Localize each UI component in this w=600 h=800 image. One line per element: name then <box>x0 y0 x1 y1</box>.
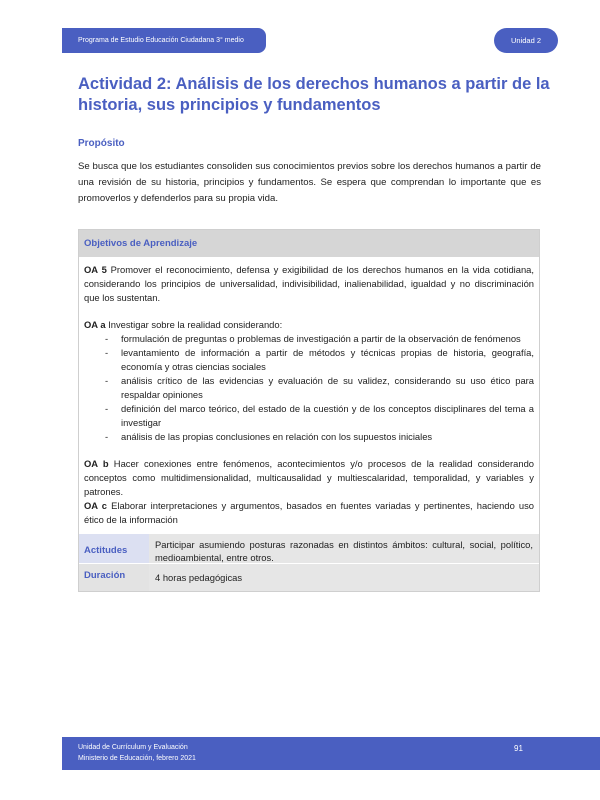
oa5-code: OA 5 <box>84 264 107 275</box>
unit-badge <box>494 28 558 53</box>
objectives-body <box>79 257 539 533</box>
oac-code: OA c <box>84 500 108 511</box>
list-item-text: análisis crítico de las evidencias y evaluación de su validez, considerando su uso ético para respaldar opiniones <box>121 375 534 400</box>
oac-text: Elaborar interpretaciones y argumentos, basados en fuentes variadas y pertinentes, haciendo uso ético de la información <box>84 500 534 525</box>
oaa-paragraph <box>84 318 534 332</box>
attitudes-row <box>79 533 539 563</box>
unit-label: Unidad 2 <box>510 36 542 45</box>
attitudes-text: Participar asumiendo posturas razonadas en distintos ámbitos: cultural, social, político, medioambiental, entre otros. <box>149 534 539 563</box>
oac-paragraph <box>84 499 534 527</box>
page-number: 91 <box>514 744 523 753</box>
list-item-text: formulación de preguntas o problemas de investigación a partir de la observación de fenómenos <box>121 333 521 344</box>
program-title: Programa de Estudio Educación Ciudadana 3° medio <box>78 37 244 44</box>
list-item-text: análisis de las propias conclusiones en relación con los supuestos iniciales <box>121 431 433 442</box>
oa5-paragraph <box>84 263 534 305</box>
footer-banner <box>62 737 600 770</box>
list-item-text: definición del marco teórico, del estado de la cuestión y de los conceptos disciplinares del tema a investigar <box>121 403 534 428</box>
list-item: - análisis crítico de las evidencias y evaluación de su validez, considerando su uso ético para respaldar opiniones <box>105 375 534 400</box>
duration-label: Duración <box>79 564 149 591</box>
attitudes-label: Actitudes <box>79 534 149 563</box>
objectives-header: Objetivos de Aprendizaje <box>79 230 539 257</box>
oaa-list <box>84 332 534 444</box>
program-banner <box>62 28 266 53</box>
list-item: - análisis de las propias conclusiones en relación con los supuestos iniciales <box>105 431 433 442</box>
footer-unit: Unidad de Currículum y Evaluación <box>78 744 188 751</box>
oaa-text: Investigar sobre la realidad considerando: <box>105 319 283 330</box>
oab-paragraph <box>84 457 534 499</box>
list-item-text: levantamiento de información a partir de métodos y técnicas propias de historia, geografía, economía y otras ciencias sociales <box>121 347 534 372</box>
purpose-text: Se busca que los estudiantes consoliden sus conocimientos previos sobre los derechos humanos a partir de una revisión de su historia, principios y fundamentos. Se espera que comprendan lo importante que es promoverlos y defenderlos para su propia vida. <box>78 161 541 204</box>
oab-text: Hacer conexiones entre fenómenos, acontecimientos y/o procesos de la realidad considerando conceptos como multidimensionalidad, multicausalidad y multiescalaridad, temporalidad, y variables y patrones. <box>84 458 534 497</box>
list-item: - definición del marco teórico, del estado de la cuestión y de los conceptos disciplinares del tema a investigar <box>105 403 534 428</box>
duration-row <box>79 563 539 591</box>
duration-text: 4 horas pedagógicas <box>149 564 539 591</box>
purpose-heading: Propósito <box>78 138 125 149</box>
oaa-code: OA a <box>84 319 106 330</box>
oa5-text: Promover el reconocimiento, defensa y exigibilidad de los derechos humanos en la vida cotidiana, considerando los principios de universalidad, indivisibilidad, inalienabilidad, igualdad y no discriminación que los sustentan. <box>84 264 534 303</box>
list-item: - formulación de preguntas o problemas de investigación a partir de la observación de fenómenos <box>105 333 521 344</box>
footer-ministry: Ministerio de Educación, febrero 2021 <box>78 755 196 762</box>
list-item: - levantamiento de información a partir de métodos y técnicas propias de historia, geografía, economía y otras ciencias sociales <box>105 347 534 372</box>
oab-code: OA b <box>84 458 109 469</box>
objectives-table <box>78 229 540 592</box>
activity-title: Actividad 2: Análisis de los derechos humanos a partir de la historia, sus principios y fundamentos <box>78 75 550 114</box>
